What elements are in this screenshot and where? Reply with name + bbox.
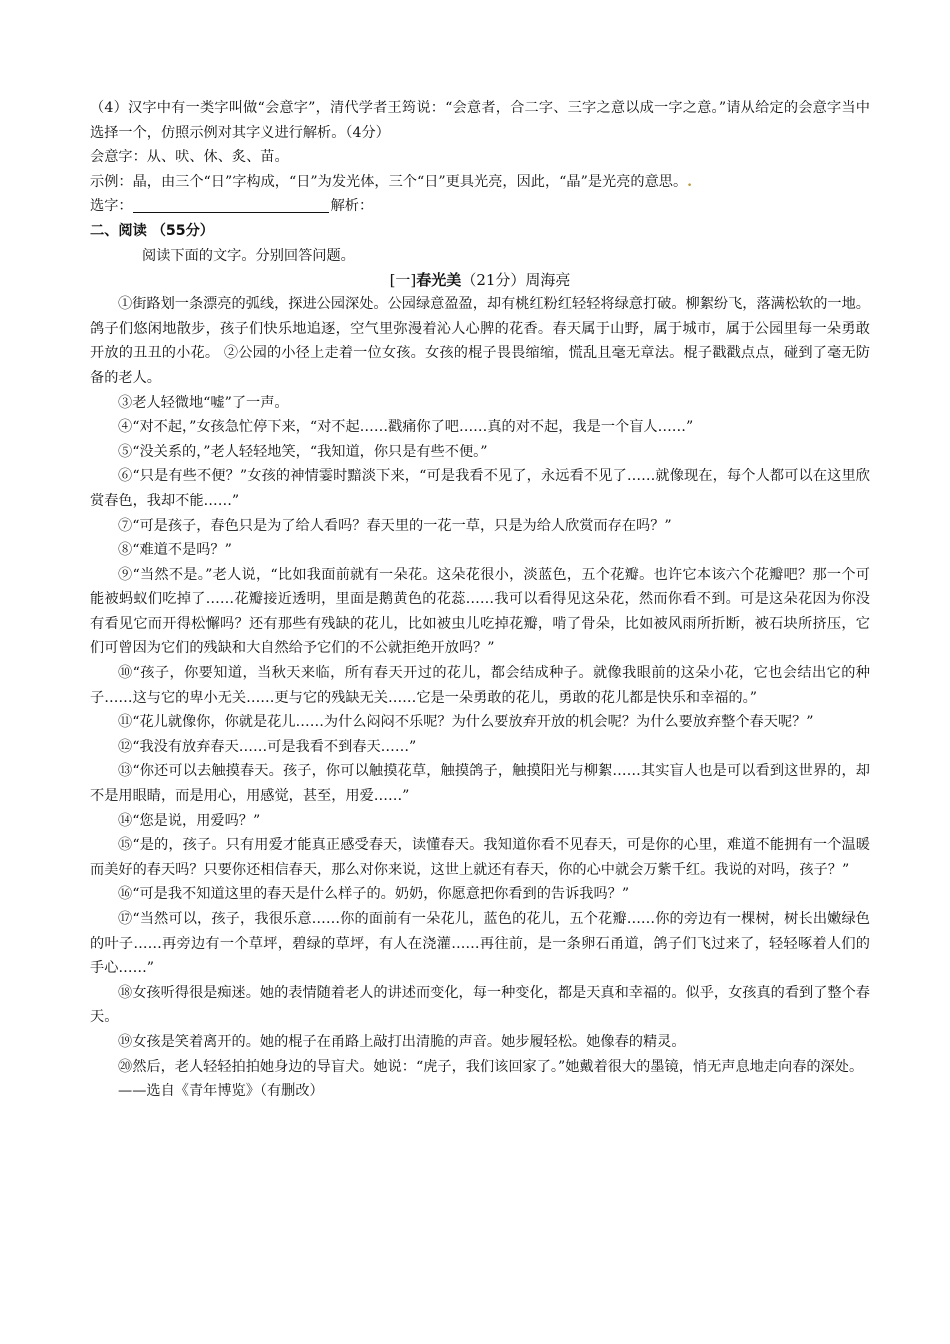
analysis-label: 解析： xyxy=(330,198,374,215)
article-paragraph: ⑳然后，老人轻轻拍拍她身边的导盲犬。她说：“虎子，我们该回家了。”她戴着很大的墨镜，悄无声息地走向春的深处。 xyxy=(118,1058,864,1075)
question-4-example xyxy=(90,170,870,195)
question-4-prompt: （4）汉字中有一类字叫做“会意字”，清代学者王筠说：“会意者，合二字、三字之意以成一字之意。”请从给定的会意字当中选择一个，仿照示例对其字义进行解析。（4分） xyxy=(90,100,870,141)
article-title-text: 春光美 xyxy=(416,271,462,290)
article-title-prefix: [一] xyxy=(389,271,417,290)
article-paragraph: ⑭“您是说，用爱吗？” xyxy=(118,812,261,829)
article-paragraph: ⑩“孩子，你要知道，当秋天来临，所有春天开过的花儿，都会结成种子。就像我眼前的这朵小花，它也会结出它的种子……这与它的卑小无关……更与它的残缺无关……它是一朵勇敢的花儿，勇敢的花儿都是快乐和幸福的。” xyxy=(90,665,870,706)
article-paragraph: ⑱女孩听得很是痴迷。她的表情随着老人的讲述而变化，每一种变化，都是天真和幸福的。似乎，女孩真的看到了整个春天。 xyxy=(90,984,870,1026)
article-paragraph: ⑮“是的，孩子。只有用爱才能真正感受春天，读懂春天。我知道你看不见春天，可是你的心里，难道不能拥有一个温暖而美好的春天吗？只要你还相信春天，那么对你来说，这世上就还有春天，你的心中就会万紫千红。我说的对吗，孩子？” xyxy=(90,837,870,878)
article-source: ——选自《青年博览》（有删改） xyxy=(118,1083,324,1100)
article-title xyxy=(90,268,870,292)
article-author: 周海亮 xyxy=(525,271,571,290)
article-paragraph: ⑯“可是我不知道这里的春天是什么样子的。奶奶，你愿意把你看到的告诉我吗？” xyxy=(118,886,630,903)
article-paragraph: ⑫“我没有放弃春天……可是我看不到春天……” xyxy=(118,738,417,755)
article-paragraph: ⑪“花儿就像你，你就是花儿……为什么闷闷不乐呢？为什么要放弃开放的机会呢？为什么要放弃整个春天呢？” xyxy=(118,714,814,731)
article-paragraph: ⑤“没关系的，”老人轻轻地笑，“我知道，你只是有些不便。” xyxy=(118,443,488,460)
article-paragraph: ⑥“只是有些不便？”女孩的神情霎时黯淡下来，“可是我看不见了，永远看不见了……就像现在，每个人都可以在这里欣赏春色，我却不能……” xyxy=(90,468,870,509)
article-paragraph: ⑰“当然可以，孩子，我很乐意……你的面前有一朵花儿，蓝色的花儿，五个花瓣……你的旁边有一棵树，树长出嫩绿色的叶子……再旁边有一个草坪，碧绿的草坪，有人在浇灌……再往前，是一条卵石甬道，鸽子们飞过来了，轻轻啄着人们的手心……” xyxy=(90,911,870,977)
document-page xyxy=(90,96,870,1104)
pick-label: 选字： xyxy=(90,198,133,215)
section-2-instruction: 阅读下面的文字。分别回答问题。 xyxy=(142,247,355,264)
article-paragraph: ③老人轻微地“嘘”了一声。 xyxy=(118,394,289,411)
article-paragraph: ①街路划一条漂亮的弧线，探进公园深处。公园绿意盈盈，却有桃红粉红轻轻将绿意打破。柳絮纷飞，落满松软的一地。鸽子们悠闲地散步，孩子们快乐地追逐，空气里弥漫着沁人心脾的花香。春天属于山野，属于城市，属于公园里每一朵勇敢开放的丑丑的小花。 ②公园的小径上走着一位女孩。女孩的棍子畏畏缩缩，慌乱且毫无章法。棍子戳戳点点，碰到了毫无防备的老人。 xyxy=(90,296,870,386)
article-body xyxy=(90,292,870,1079)
pick-answer-blank[interactable] xyxy=(133,196,329,213)
article-paragraph: ⑦“可是孩子，春色只是为了给人看吗？春天里的一花一草，只是为给人欣赏而存在吗？” xyxy=(118,517,672,534)
article-paragraph: ⑲女孩是笑着离开的。她的棍子在甬路上敲打出清脆的声音。她步履轻松。她像春的精灵。 xyxy=(118,1033,686,1050)
example-text: 示例：晶，由三个“日”字构成，“日”为发光体，三个“日”更具光亮，因此，“晶”是光亮的意思。 xyxy=(90,173,688,190)
article-paragraph: ⑬“你还可以去触摸春天。孩子，你可以触摸花草，触摸鸽子，触摸阳光与柳絮……其实盲人也是可以看到这世界的，却不是用眼睛，而是用心，用感觉，甚至，用爱……” xyxy=(90,763,870,805)
article-paragraph: ④“对不起，”女孩急忙停下来，“对不起……戳痛你了吧……真的对不起，我是一个盲人……” xyxy=(118,419,694,436)
article-paragraph: ⑨“当然不是。”老人说，“比如我面前就有一朵花。这朵花很小，淡蓝色，五个花瓣。也许它本该六个花瓣吧？那一个可能被蚂蚁们吃掉了……花瓣接近透明，里面是鹅黄色的花蕊……我可以看得见这朵花，然而你看不到。可是这朵花因为你没有看见它而开得松懈吗？还有那些有残缺的花儿，比如被虫儿吃掉花瓣，啃了骨朵，比如被风雨所折断，被石块所挤压，它们可曾因为它们的残缺和大自然给予它们的不公就拒绝开放吗？” xyxy=(90,566,870,657)
question-4-characters: 会意字：从、吠、休、炙、苗。 xyxy=(90,149,289,166)
section-2-heading: 二、阅读 （55分） xyxy=(90,222,214,239)
example-dot: . xyxy=(687,173,693,190)
article-paragraph: ⑧“难道不是吗？” xyxy=(118,542,232,559)
question-4-answer-line xyxy=(90,194,870,219)
article-score: （21分） xyxy=(461,271,526,290)
